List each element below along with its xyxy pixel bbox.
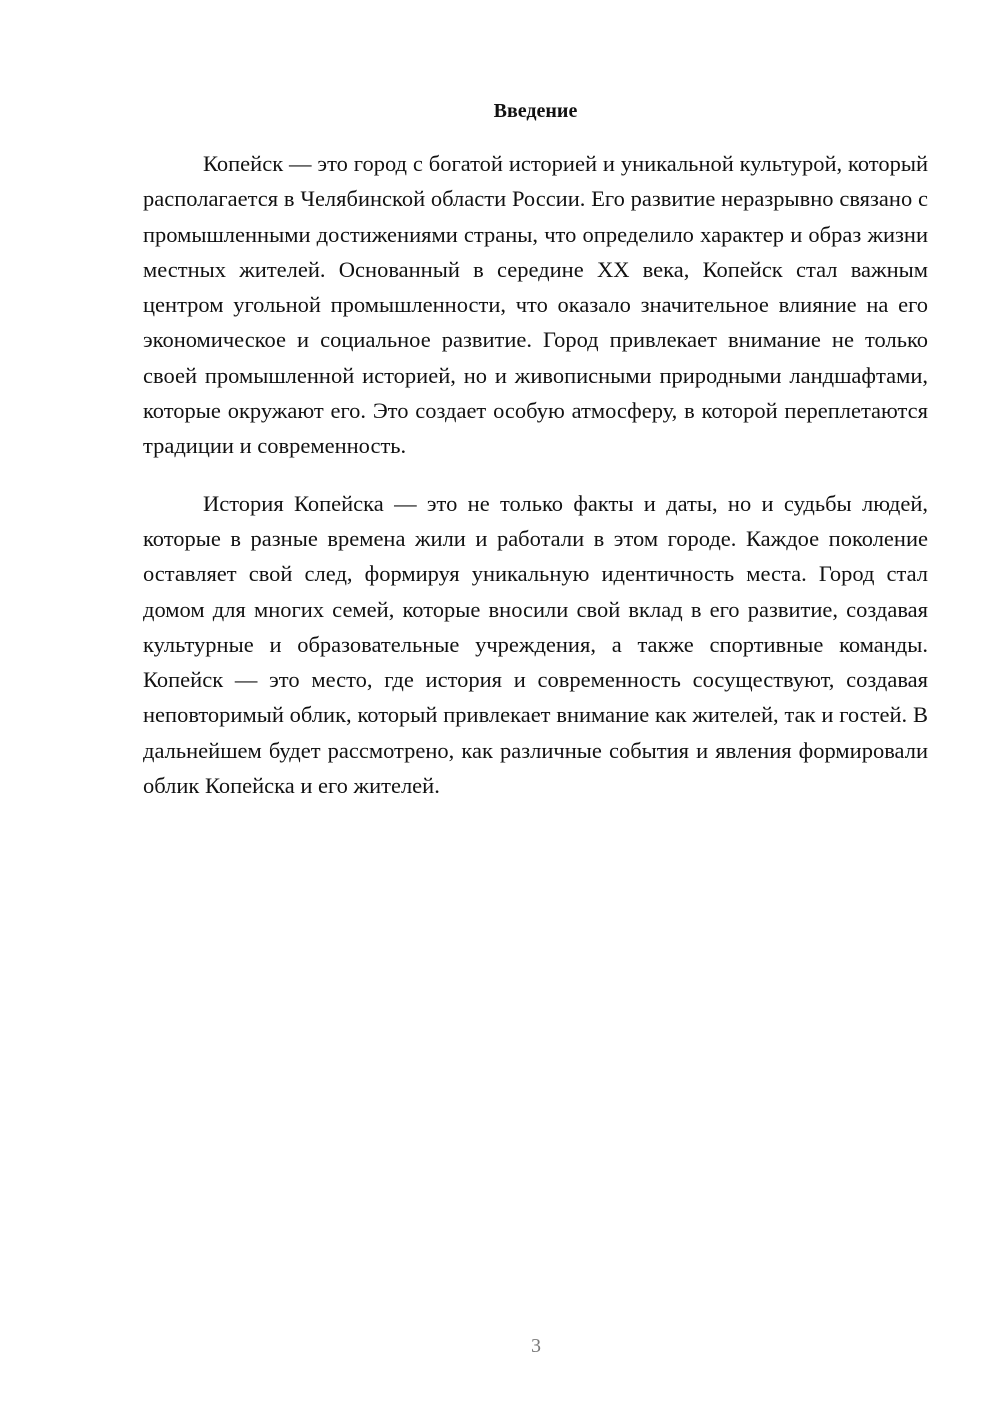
section-heading: Введение [493,100,578,122]
body-paragraph-1: Копейск — это город с богатой историей и уникальной культурой, который располагается в Челябинской области России. Его развитие неразрывно связано с промышленными достижениями страны, что определило характер и образ жизни местных жителей. Основанный в середине XX века, Копейск стал важным центром угольной промышленности, что оказало значительное влияние на его экономическое и социальное развитие. Город привлекает внимание не только своей промышленной историей, но и живописными природными ландшафтами, которые окружают его. Это создает особую атмосферу, в которой переплетаются традиции и современность. [143,151,928,459]
page-number: 3 [531,1335,541,1357]
page-content [143,96,928,803]
body-paragraph-2: История Копейска — это не только факты и даты, но и судьбы людей, которые в разные времена жили и работали в этом городе. Каждое поколение оставляет свой след, формируя уникальную идентичность места. Город стал домом для многих семей, которые вносили свой вклад в его развитие, создавая культурные и образовательные учреждения, а также спортивные команды. Копейск — это место, где история и современность сосуществуют, создавая неповторимый облик, который привлекает внимание как жителей, так и гостей. В дальнейшем будет рассмотрено, как различные события и явления формировали облик Копейска и его жителей. [143,490,928,799]
